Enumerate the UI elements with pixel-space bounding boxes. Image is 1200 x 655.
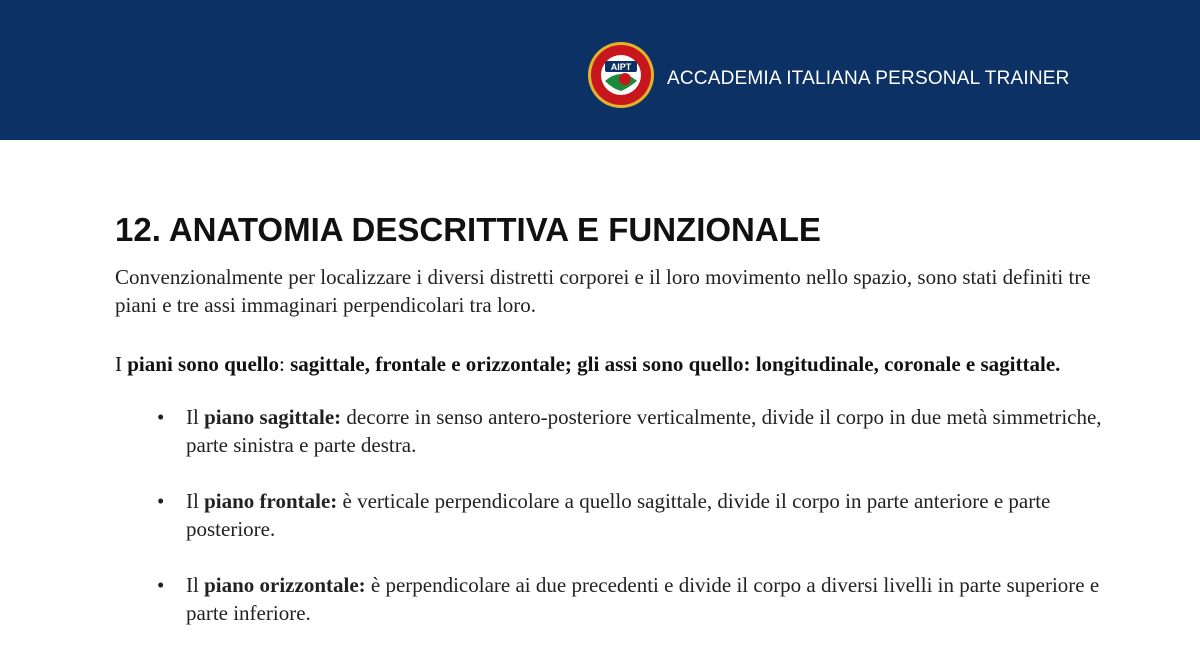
summary-lead: I (115, 352, 128, 376)
list-item (115, 487, 1105, 543)
document-body (115, 209, 1105, 655)
list-item-text (186, 573, 1099, 625)
summary-paragraph (115, 350, 1105, 378)
list-item-description: decorre in senso antero-posteriore verticalmente, divide il corpo in due metà simmetriche, parte sinistra e parte destra. (186, 405, 1102, 457)
bullet-icon: • (157, 573, 165, 597)
logo-text: AIPT (610, 62, 632, 72)
intro-paragraph: Convenzionalmente per localizzare i diversi distretti corporei e il loro movimento nello spazio, sono stati definiti tre piani e tre assi immaginari perpendicolari tra loro. (115, 265, 1091, 317)
list-item-text (186, 489, 1050, 541)
list-item-description: è perpendicolare ai due precedenti e divide il corpo a diversi livelli in parte superiore e parte inferiore. (186, 573, 1100, 625)
list-item-term: piano orizzontale: (204, 573, 366, 597)
summary-colon: : (278, 352, 291, 376)
document-title: 12. ANATOMIA DESCRITTIVA E FUNZIONALE (115, 211, 821, 248)
header-banner (0, 0, 1200, 140)
bullet-icon: • (157, 405, 165, 429)
list-item (115, 403, 1105, 459)
planes-list (115, 403, 1105, 627)
list-item-prefix: Il (186, 405, 205, 429)
list-item-term: piano sagittale: (204, 405, 342, 429)
bullet-icon: • (157, 489, 165, 513)
list-item-description: è verticale perpendicolare a quello sagittale, divide il corpo in parte anteriore e parte posteriore. (186, 489, 1051, 541)
list-item-prefix: Il (186, 489, 205, 513)
aipt-logo-icon (587, 41, 655, 109)
summary-part-1: piani sono quello (127, 352, 279, 376)
summary-part-2: sagittale, frontale e orizzontale; gli assi sono quello: longitudinale, coronale e sagittale. (290, 352, 1061, 376)
list-item (115, 571, 1105, 627)
list-item-prefix: Il (186, 573, 205, 597)
list-item-text (186, 405, 1102, 457)
list-item-term: piano frontale: (204, 489, 338, 513)
organization-name: ACCADEMIA ITALIANA PERSONAL TRAINER (667, 68, 1070, 89)
